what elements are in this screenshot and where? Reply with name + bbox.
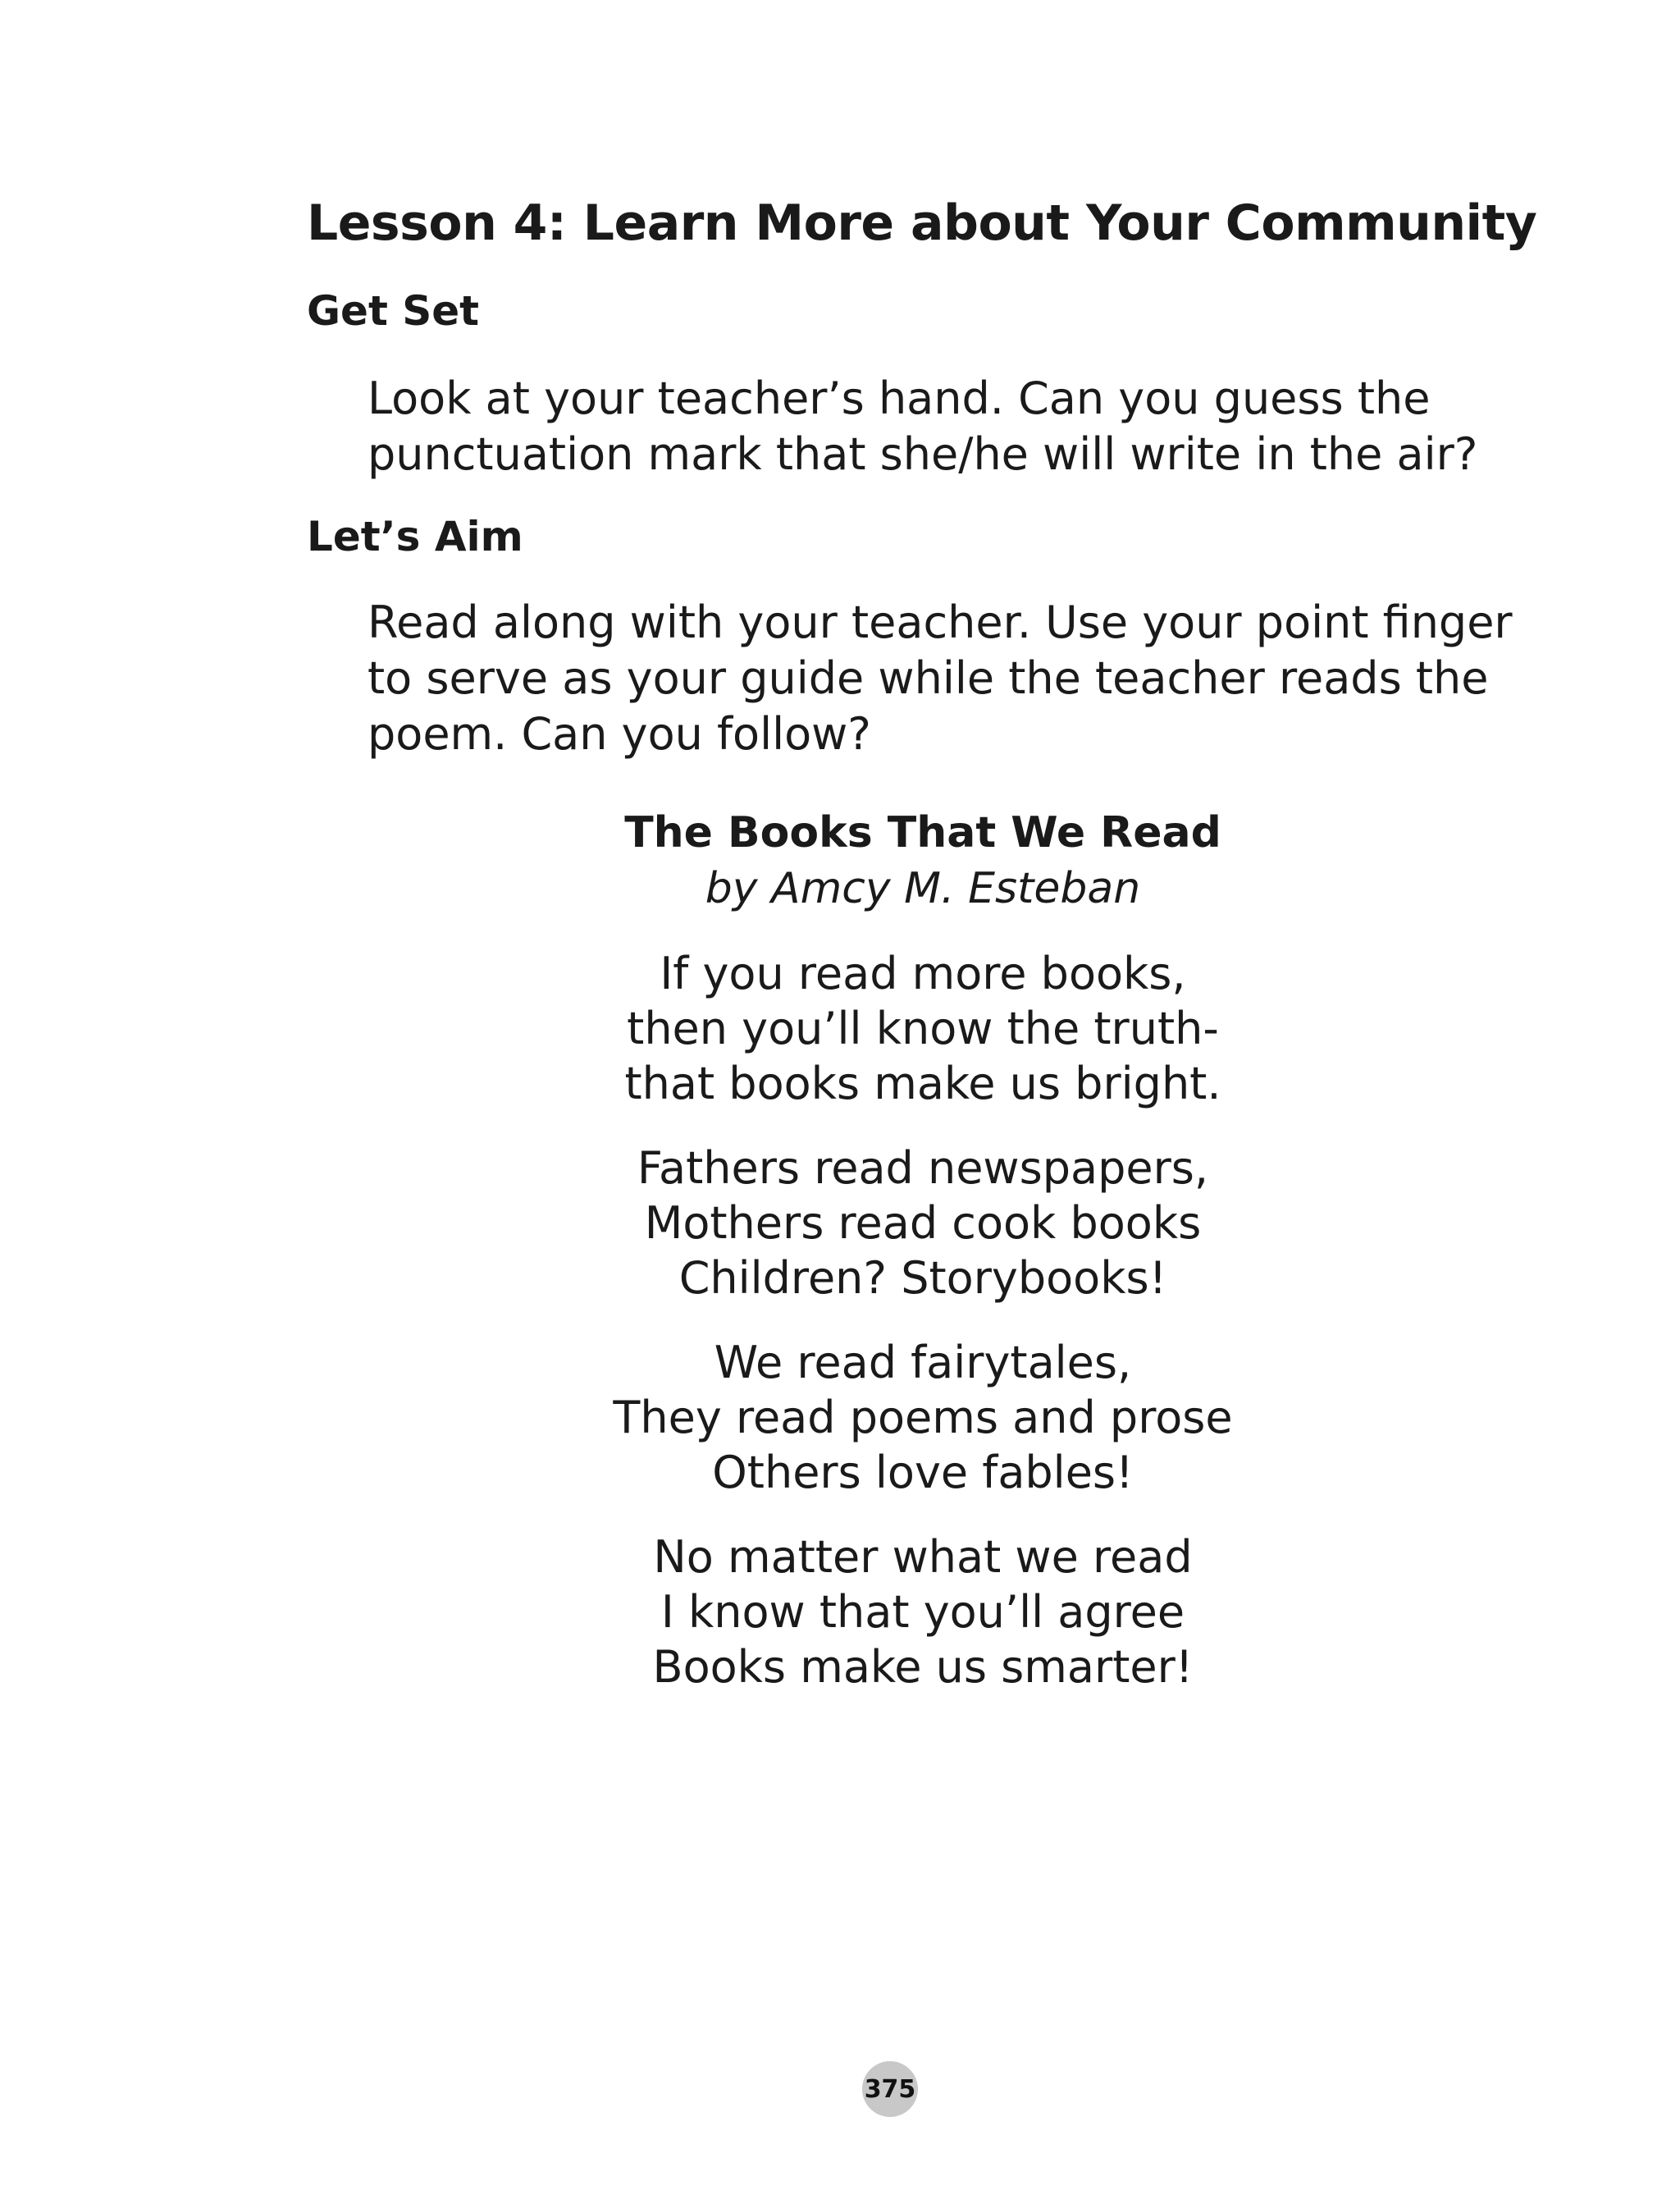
poem-line: We read fairytales, bbox=[714, 1337, 1132, 1388]
poem-line: that books make us bright. bbox=[624, 1058, 1221, 1109]
page-number-badge: 375 bbox=[862, 2061, 918, 2117]
poem-line: Others love fables! bbox=[712, 1447, 1134, 1498]
poem-line: Fathers read newspapers, bbox=[637, 1142, 1209, 1194]
poem-stanza-3 bbox=[492, 1335, 1354, 1500]
poem-stanza-4 bbox=[492, 1529, 1354, 1694]
get-set-instructions: Look at your teacher’s hand. Can you guess the punctuation mark that she/he will write in the air? bbox=[368, 373, 1478, 480]
get-set-heading: Get Set bbox=[307, 287, 480, 335]
poem-author: by Amcy M. Esteban bbox=[705, 864, 1141, 913]
poem-line: Children? Storybooks! bbox=[678, 1252, 1167, 1304]
poem-line: No matter what we read bbox=[653, 1531, 1193, 1583]
poem-line: Mothers read cook books bbox=[644, 1197, 1202, 1249]
poem-stanza-2 bbox=[492, 1141, 1354, 1305]
poem-line: then you’ll know the truth- bbox=[627, 1003, 1219, 1054]
poem-stanza-1 bbox=[492, 946, 1354, 1111]
poem-line: If you read more books, bbox=[660, 948, 1186, 999]
poem-line: They read poems and prose bbox=[613, 1392, 1233, 1443]
lets-aim-heading: Let’s Aim bbox=[307, 513, 523, 560]
lesson-title: Lesson 4: Learn More about Your Community bbox=[307, 194, 1537, 252]
lets-aim-instructions: Read along with your teacher. Use your point finger to serve as your guide while the teacher reads the poem. Can you follow? bbox=[368, 597, 1513, 760]
poem-title: The Books That We Read bbox=[624, 808, 1221, 857]
poem-line: Books make us smarter! bbox=[652, 1641, 1194, 1693]
poem-line: I know that you’ll agree bbox=[660, 1586, 1185, 1638]
